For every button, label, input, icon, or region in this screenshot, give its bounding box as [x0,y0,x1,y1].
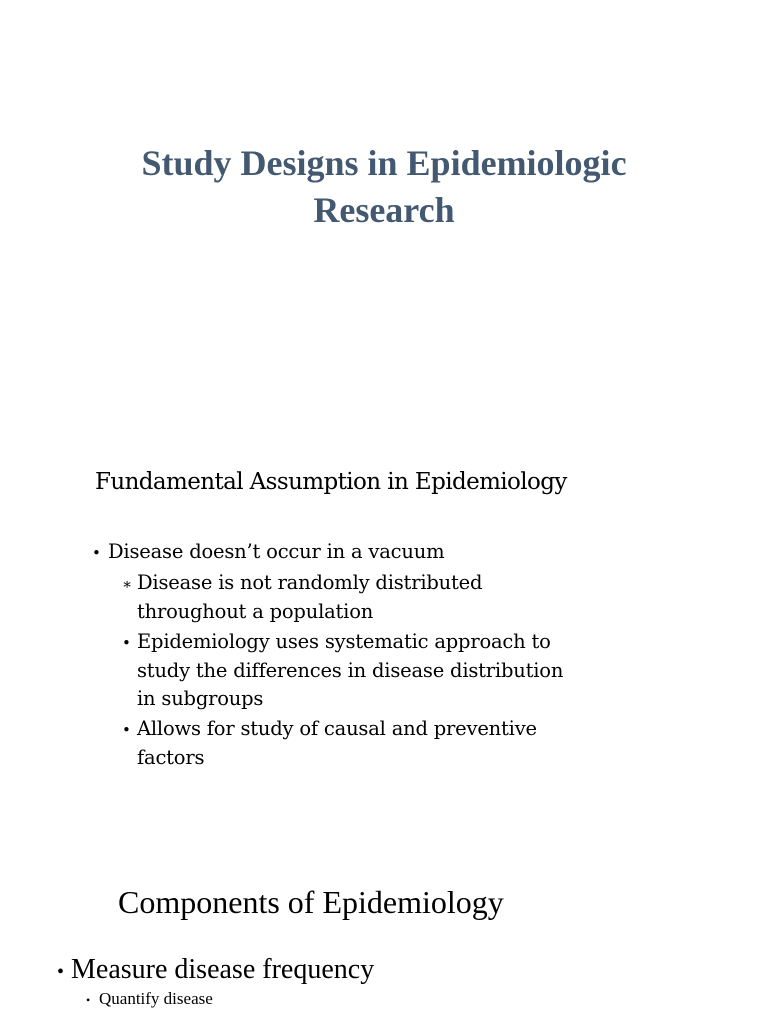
slide-heading: Components of Epidemiology [118,884,504,920]
list-item-text: Allows for study of causal and preventive [137,717,537,740]
bullet-icon: • [122,634,131,652]
fundamental-assumption-slide [0,440,768,800]
list-item-text: Disease doesn’t occur in a vacuum [108,540,445,563]
slide-heading: Fundamental Assumption in Epidemiology [95,469,567,495]
list-item-text-continued: throughout a population [137,600,374,623]
bullet-icon: • [86,993,91,1007]
list-item-text: Epidemiology uses systematic approach to [137,630,551,653]
list-item [122,569,482,626]
title-line-1: Study Designs in Epidemiologic [141,143,627,183]
list-item [92,538,444,567]
presentation-title [0,140,768,234]
list-item-text-continued: in subgroups [137,687,264,710]
title-line-2: Research [313,190,455,230]
list-item-text: Disease is not randomly distributed [137,571,483,594]
list-item-text: Measure disease frequency [71,954,375,985]
list-item-text-continued: factors [137,746,205,769]
list-item [122,628,563,713]
sub-list-item [86,988,213,1011]
list-item [57,952,374,990]
title-slide [0,0,768,290]
list-item [122,715,537,772]
list-item-text-continued: study the differences in disease distribution [137,659,564,682]
bullet-icon: • [122,721,131,739]
components-slide [0,860,768,1024]
asterisk-bullet-icon: ∗ [122,575,132,593]
list-item-text: Quantify disease [99,989,213,1008]
bullet-icon: • [92,544,101,562]
cutoff-text-fragment [57,1015,477,1024]
bullet-icon: • [57,961,65,983]
